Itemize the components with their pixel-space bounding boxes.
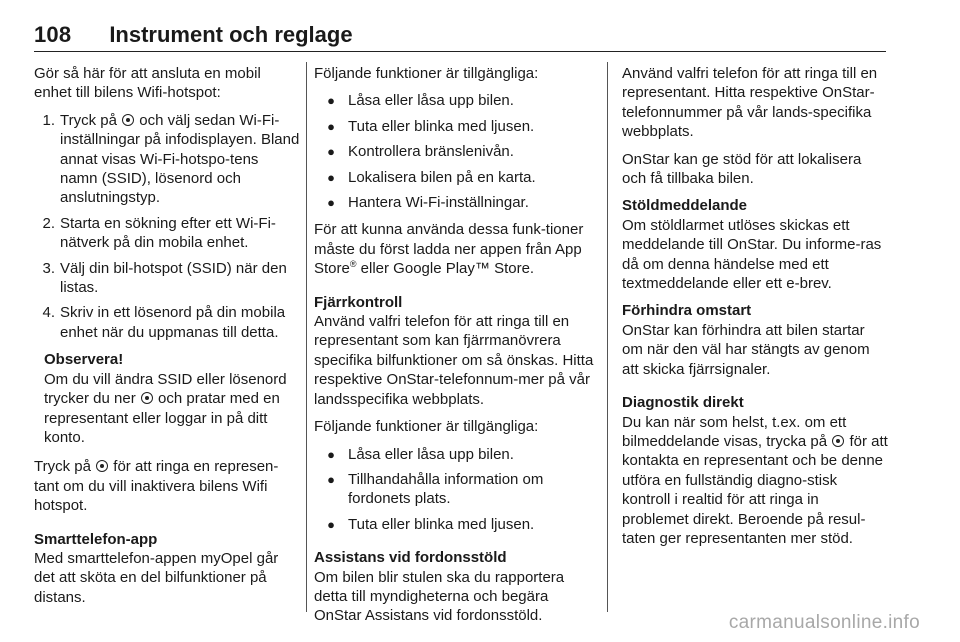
list-item: 3. Välj din bil-hotspot (SSID) när den listas. — [42, 259, 287, 297]
disable-hotspot-text: Tryck på för att ringa en represen-tant om du vill inaktivera bilens Wifi hotspot. — [34, 458, 279, 515]
list-item: ● Tuta eller blinka med ljusen. — [327, 515, 535, 533]
onstar-button-icon — [96, 460, 108, 472]
diagnostics-text: Du kan när som helst, t.ex. om ett bilmeddelande visas, trycka på för att kontakta en representant och be denne utföra en fullständig diagno-stisk kontroll i realtid för att ringa in problemet direkt. Beroende på resul-taten ger representanten mer stöd. — [622, 413, 888, 547]
smartphone-text: Med smarttelefon-appen myOpel går det att sköta en del bilfunktioner på distans. — [34, 549, 279, 606]
restart-heading: Förhindra omstart — [622, 302, 752, 320]
theft-text: Om bilen blir stulen ska du rapportera detta till myndigheterna och begära OnStar Assistans vid fordonsstöld. — [314, 568, 565, 625]
remote-heading: Fjärrkontroll — [314, 293, 403, 311]
column-divider — [607, 62, 608, 612]
page-header — [34, 22, 886, 52]
column-divider — [306, 62, 307, 612]
alarm-text: Om stöldlarmet utlöses skickas ett meddelande till OnStar. Du informe-ras då om denna händelse med ett textmeddelande eller ett e-brev. — [622, 216, 882, 293]
list-item: ● Låsa eller låsa upp bilen. — [327, 445, 514, 463]
list-item: ● Kontrollera bränslenivån. — [327, 143, 514, 161]
remote-features-list — [314, 445, 596, 535]
phone-rep-text: Använd valfri telefon för att ringa till en representant. Hitta respektive OnStar-telefonnummer på vår lands-specifika webbplats. — [622, 65, 878, 141]
onstar-button-icon — [832, 435, 844, 447]
chapter-title: Instrument och reglage — [109, 22, 353, 47]
note-box — [34, 350, 300, 447]
restart-text: OnStar kan förhindra att bilen startar om när den väl har stängts av genom att skicka fjärrsignaler. — [622, 321, 870, 378]
app-download-text: För att kunna använda dessa funk-tioner måste du först ladda ner appen från App Store® eller Google Play™ Store. — [314, 221, 584, 278]
list-item: 4. Skriv in ett lösenord på din mobila enhet när du uppmanas till detta. — [42, 304, 286, 341]
column-3 — [622, 64, 888, 556]
onstar-button-icon — [141, 392, 153, 404]
onstar-button-icon — [122, 114, 134, 126]
note-heading: Observera! — [44, 351, 124, 369]
alarm-heading: Stöldmeddelande — [622, 197, 748, 215]
remote-text: Använd valfri telefon för att ringa till en representant som kan fjärrmanövrera specifika bilfunktioner om så önskas. Hitta respektive OnStar-telefonnum-mer på vår landsspecifika webbplats. — [314, 313, 594, 408]
list-item: 1. Tryck på och välj sedan Wi-Fi-inställningar på infodisplayen. Bland annat visas Wi-Fi-hotspo-tens namn (SSID), lösenord och anslutningstyp. — [42, 111, 300, 207]
list-item: ● Tillhandahålla information om fordonets plats. — [327, 470, 544, 508]
features-intro: Följande funktioner är tillgängliga: — [314, 65, 539, 82]
watermark: carmanualsonline.info — [728, 612, 920, 633]
remote-intro: Följande funktioner är tillgängliga: — [314, 418, 539, 436]
diagnostics-heading: Diagnostik direkt — [622, 394, 744, 412]
locate-text: OnStar kan ge stöd för att lokalisera och få tillbaka bilen. — [622, 150, 862, 188]
list-item: 2. Starta en sökning efter ett Wi-Fi-nätverk på din mobila enhet. — [42, 214, 276, 252]
list-item: ● Tuta eller blinka med ljusen. — [327, 117, 535, 135]
list-item: ● Hantera Wi-Fi-inställningar. — [327, 194, 529, 212]
list-item: ● Lokalisera bilen på en karta. — [327, 168, 536, 186]
smartphone-heading: Smarttelefon-app — [34, 530, 158, 548]
wifi-intro: Gör så här för att ansluta en mobil enhet till bilens Wifi-hotspot: — [34, 65, 261, 102]
column-1 — [34, 64, 300, 615]
theft-heading: Assistans vid fordonsstöld — [314, 549, 507, 567]
column-2 — [314, 64, 596, 634]
app-features-list — [314, 91, 596, 212]
note-text: Om du vill ändra SSID eller lösenord trycker du ner och pratar med en representant eller loggar in på ditt konto. — [44, 370, 287, 446]
list-item: ● Låsa eller låsa upp bilen. — [327, 92, 514, 110]
wifi-steps — [34, 111, 300, 342]
page-number: 108 — [34, 22, 72, 47]
